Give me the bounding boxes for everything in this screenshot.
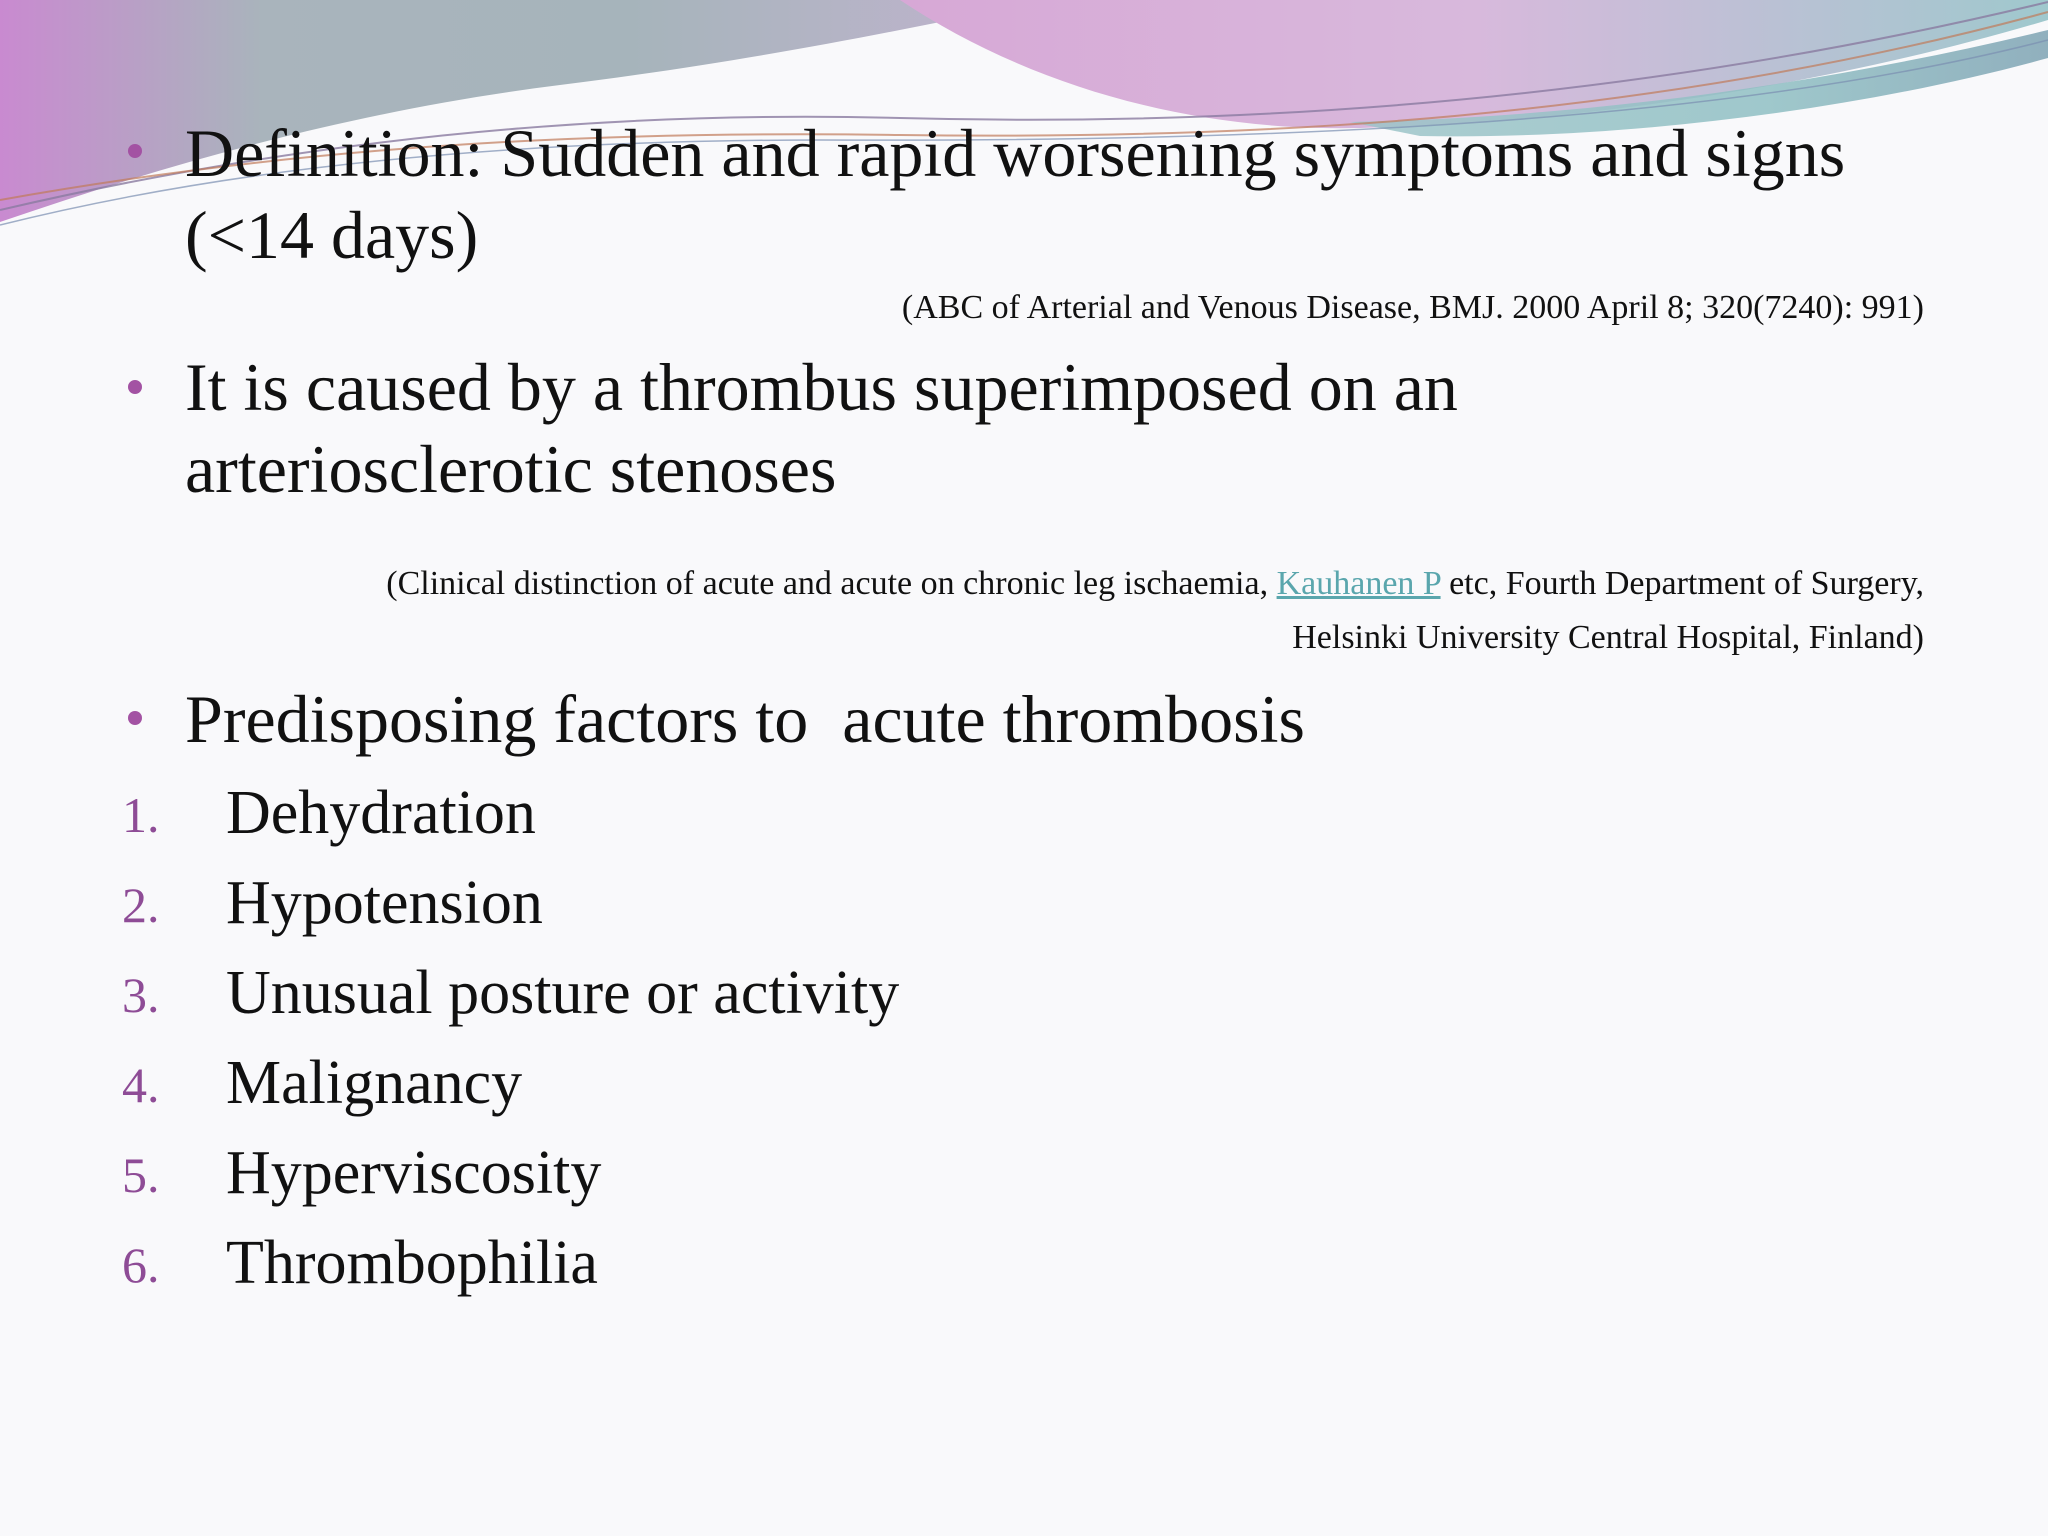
list-item-label: Hyperviscosity xyxy=(226,1139,602,1207)
bullet-dot xyxy=(128,380,142,394)
bullet-dot xyxy=(128,144,142,158)
bullet-dot xyxy=(128,711,142,725)
predisposing-factors-heading: Predisposing factors to acute thrombosis xyxy=(185,681,1305,757)
list-item-label: Thrombophilia xyxy=(226,1229,598,1297)
list-item-label: Dehydration xyxy=(226,779,536,847)
citation-bmj: (ABC of Arterial and Venous Disease, BMJ. 2000 April 8; 320(7240): 991) xyxy=(901,289,1924,326)
list-item-label: Unusual posture or activity xyxy=(226,959,900,1027)
list-item-number: 4. xyxy=(122,1057,160,1113)
cause-bullet-text: It is caused by a thrombus superimposed on an arteriosclerotic stenoses xyxy=(185,349,1458,507)
definition-bullet-text: Definition: Sudden and rapid worsening symptoms and signs (<14 days) xyxy=(185,115,1846,273)
citation-kauhanen-text-before: (Clinical distinction of acute and acute on chronic leg ischaemia, xyxy=(386,565,1277,602)
list-item-number: 5. xyxy=(122,1147,160,1203)
list-item-number: 1. xyxy=(122,787,160,843)
citation-kauhanen xyxy=(264,557,1924,665)
list-item-number: 2. xyxy=(122,877,160,933)
list-item-label: Hypotension xyxy=(226,869,543,937)
author-link-kauhanen[interactable]: Kauhanen P xyxy=(1276,565,1441,602)
list-item-number: 3. xyxy=(122,967,160,1023)
list-item-label: Malignancy xyxy=(226,1049,523,1117)
list-item-number: 6. xyxy=(122,1237,160,1293)
citation-kauhanen-text-after: etc, Fourth Department of Surgery, Helsinki University Central Hospital, Finland) xyxy=(1292,565,1924,656)
